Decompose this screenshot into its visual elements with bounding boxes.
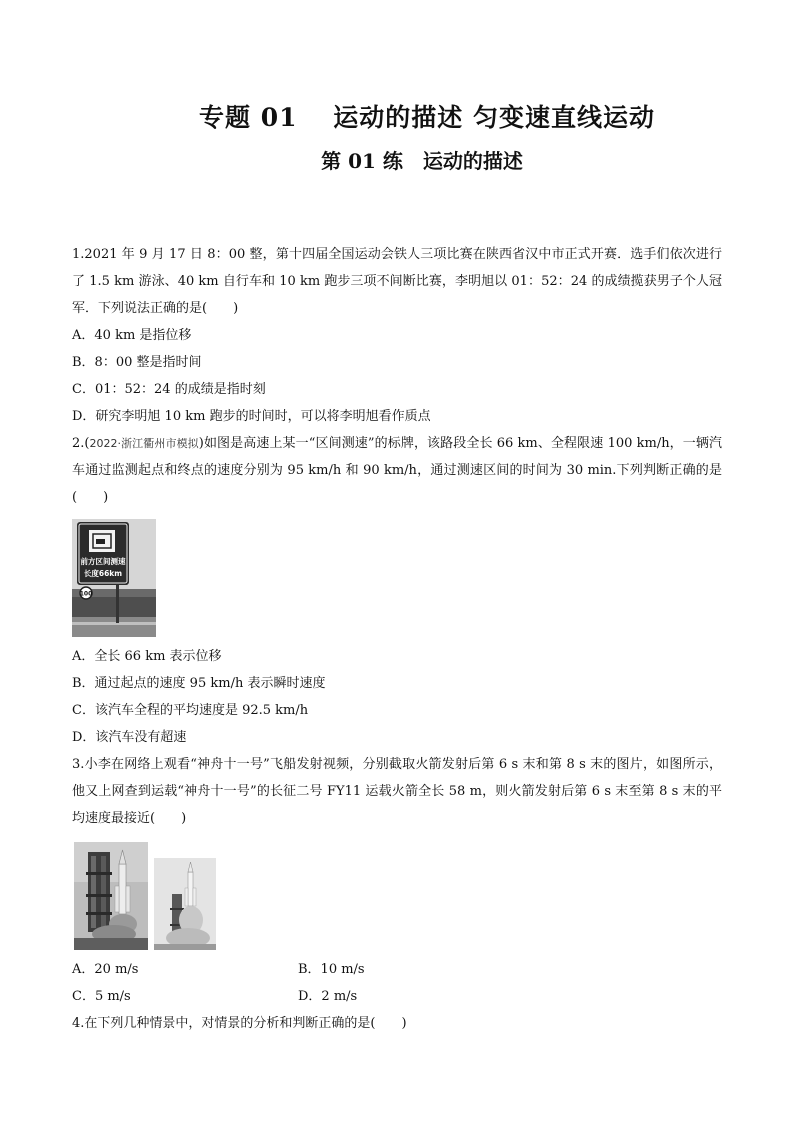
- question-3-options-row-2: [72, 983, 722, 1010]
- rocket-launch-photos: [74, 842, 722, 950]
- question-2-source: 2022·浙江衢州市模拟: [89, 437, 199, 450]
- question-2-option-a: A．全长 66 km 表示位移: [72, 649, 222, 664]
- rocket-photo-6s: [74, 842, 148, 950]
- question-3-options-row-1: [72, 956, 722, 983]
- question-2-option-b: B．通过起点的速度 95 km/h 表示瞬时速度: [72, 676, 326, 691]
- question-2-option-d: D．该汽车没有超速: [72, 730, 187, 745]
- question-4-stem: 4.在下列几种情景中，对情景的分析和判断正确的是( ): [72, 1016, 407, 1031]
- sign-photo-graphic: [72, 519, 156, 637]
- question-2-text: )如图是高速上某一“区间测速”的标牌，该路段全长 66 km、全程限速 100 km/h，一辆汽车通过监测起点和终点的速度分别为 95 km/h 和 90 km/h，通过测速区间的时间为 30 min.下列判断正确的是( ): [72, 436, 722, 505]
- question-3-option-b: B．10 m/s: [298, 962, 365, 977]
- question-2-stem: [72, 430, 722, 511]
- question-3-option-a: A．20 m/s: [72, 962, 139, 977]
- sign-line-2: 长度66km: [83, 569, 123, 578]
- question-1-option-c: C．01：52：24 的成绩是指时刻: [72, 382, 266, 397]
- speed-zone-sign-photo: [72, 519, 156, 637]
- question-3-stem: 3.小李在网络上观看“神舟十一号”飞船发射视频，分别截取火箭发射后第 6 s 末和第 8 s 末的图片，如图所示，他又上网查到运载“神舟十一号”的长征二号 FY11 运载火箭全长 58 m，则火箭发射后第 6 s 末至第 8 s 末的平均速度最接近( ): [72, 757, 722, 826]
- page-title: 专题 01 运动的描述 匀变速直线运动: [199, 103, 655, 132]
- question-1-option-b: B．8：00 整是指时间: [72, 355, 202, 370]
- section-subtitle: 第 01 练 运动的描述: [321, 149, 523, 173]
- rocket-photo-8s: [154, 858, 216, 950]
- question-3-option-c: C．5 m/s: [72, 989, 131, 1004]
- sign-speed-limit: 100: [79, 590, 93, 598]
- question-3-option-d: D．2 m/s: [298, 989, 358, 1004]
- question-1-option-a: A．40 km 是指位移: [72, 328, 192, 343]
- question-list: [72, 241, 722, 1037]
- question-2-prefix: 2.(: [72, 436, 90, 451]
- question-1-option-d: D．研究李明旭 10 km 跑步的时间时，可以将李明旭看作质点: [72, 409, 431, 424]
- sign-line-1: 前方区间测速: [80, 557, 126, 566]
- question-2-option-c: C．该汽车全程的平均速度是 92.5 km/h: [72, 703, 309, 718]
- question-1-stem: 1.2021 年 9 月 17 日 8：00 整，第十四届全国运动会铁人三项比赛在陕西省汉中市正式开赛．选手们依次进行了 1.5 km 游泳、40 km 自行车和 10 km 跑步三项不间断比赛，李明旭以 01：52：24 的成绩揽获男子个人冠军．下列说法正确的是( ): [72, 247, 722, 316]
